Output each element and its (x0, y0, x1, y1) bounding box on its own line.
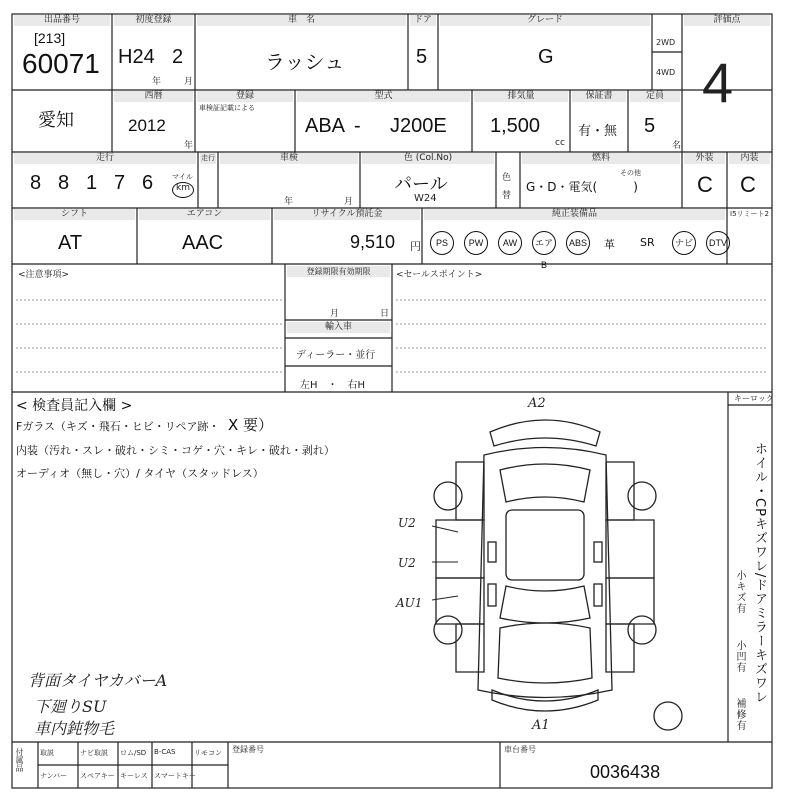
exterior-header: 外装 (684, 153, 725, 164)
reg-month-label: 月 (330, 309, 340, 319)
mileage-digit: 1 (86, 172, 98, 194)
mileage-digit: 7 (114, 172, 126, 194)
seats: 5 (644, 115, 656, 137)
recycle: 9,510 (350, 232, 396, 252)
inspection-year-unit: 年 (284, 197, 294, 207)
month-unit: 月 (184, 77, 194, 87)
sales-point-header: <セールスポイント> (396, 270, 483, 280)
ac-header: エアコン (139, 209, 270, 220)
seats-header: 定員 (630, 91, 680, 102)
equipment-header: 純正装備品 (424, 209, 725, 220)
footer-accessory-bottom: スペアキー (80, 772, 115, 780)
side-text-2: 小キズ有 (734, 570, 745, 614)
cc-unit: cc (555, 138, 565, 148)
keylock-header: キーロック (734, 394, 774, 403)
inspection-month-unit: 月 (344, 197, 354, 207)
color-change-1: 色 (502, 173, 512, 183)
handle-value: 左H ・ 右H (300, 380, 366, 391)
footer-side-label: 付属品 (15, 748, 24, 772)
color: パール (394, 174, 448, 195)
seats-unit: 名 (672, 141, 682, 151)
reg-header: 登録 (197, 91, 293, 102)
yen-unit: 円 (410, 240, 421, 253)
shift-header: シフト (14, 209, 135, 220)
western-year-header: 西暦 (114, 91, 193, 102)
doors-header: ドア (410, 15, 436, 26)
inspector-header: < 検査員記入欄 > (16, 398, 133, 414)
equipment-item: PW (464, 231, 488, 255)
inspector-line1-mark: X 要） (228, 416, 274, 434)
mark-au1: AU1 (396, 596, 423, 610)
equipment-item: PS (430, 231, 454, 255)
grade: G (538, 46, 554, 68)
era: H24 (118, 46, 155, 68)
fuel-header: 燃料 (522, 153, 680, 164)
import-header: 輸入車 (287, 322, 390, 333)
western-year-unit: 年 (184, 141, 194, 151)
equipment-item: エアB (532, 231, 556, 255)
side-text-3: 小凹有 (734, 640, 745, 673)
hand-note-2: 下廻りSU (34, 697, 107, 716)
footer-accessory-top: 取説 (40, 749, 54, 757)
mark-u2-lower: U2 (398, 556, 416, 570)
equipment-item: ナビ (672, 231, 696, 255)
model-code: J200E (390, 115, 447, 137)
lot-code: [213] (34, 30, 66, 46)
unit-mile: マイル (172, 173, 193, 181)
side-text-1: ホイル・CPキズワレ/ドアミラーキズワレ (752, 442, 767, 705)
mark-u2-upper: U2 (398, 516, 416, 530)
mileage-digit: 8 (30, 172, 42, 194)
chassis-number: 0036438 (590, 762, 661, 782)
lot-number: 60071 (22, 48, 100, 79)
side-text-4: 補修有 (734, 698, 745, 731)
car-name-header: 車 名 (197, 15, 406, 26)
shift: AT (58, 232, 83, 254)
reg-number-header: 登録番号 (232, 745, 264, 754)
footer-accessory-bottom: スマートキー (154, 772, 196, 780)
equipment-item: AW (498, 231, 522, 255)
fuel-other: その他 (620, 169, 641, 177)
mileage-digit: 6 (142, 172, 154, 194)
reg-month: 2 (172, 46, 184, 68)
color-change-2: 替 (502, 191, 512, 201)
hand-note-3: 車内鈍物毛 (34, 719, 115, 738)
ac: AAC (182, 232, 224, 254)
model-dash: - (354, 115, 361, 137)
footer-accessory-top: ロム/SD (120, 749, 147, 757)
reg-day-label: 日 (380, 309, 390, 319)
displacement: 1,500 (490, 115, 541, 137)
color-header: 色 (Col.No) (362, 153, 494, 164)
grade-header: グレード (440, 15, 650, 26)
warranty: 有・無 (578, 124, 618, 139)
recycle-header: リサイクル預託金 (274, 209, 420, 220)
exterior: C (697, 172, 713, 197)
car-diagram (434, 420, 682, 730)
year-unit: 年 (152, 77, 162, 87)
footer-accessory-top: ナビ取説 (80, 749, 108, 757)
model-prefix: ABA (305, 115, 346, 137)
chassis-header: 車台番号 (504, 745, 536, 754)
mileage-header: 走行 (14, 153, 196, 164)
inspector-line2: 内装（汚れ・スレ・破れ・シミ・コゲ・穴・キレ・破れ・剥れ） (16, 444, 335, 457)
region: 愛知 (38, 110, 74, 131)
warranty-header: 保証書 (572, 91, 626, 102)
displacement-header: 排気量 (474, 91, 568, 102)
western-year: 2012 (128, 116, 166, 135)
car-name: ラッシュ (265, 50, 345, 74)
limit-header: Ⅰ5リミート2 (730, 210, 769, 218)
lot-header: 出品番号 (14, 15, 110, 26)
model-header: 型式 (297, 91, 470, 102)
doors: 5 (416, 46, 428, 68)
reg-note: 車検証記載による (199, 104, 255, 112)
inspector-line3: オーディオ（無し・穴）/ タイヤ（スタッドレス） (16, 467, 264, 480)
footer-accessory-top: リモコン (194, 749, 222, 757)
fuel: G・D・電気( ) (526, 180, 638, 194)
score: 4 (702, 51, 734, 114)
interior-header: 内装 (729, 153, 770, 164)
equipment-item: SR (640, 236, 655, 249)
footer-accessory-top: B-CAS (154, 748, 176, 756)
first-reg-header: 初度登録 (114, 15, 193, 26)
interior: C (740, 172, 756, 197)
mark-a1: A1 (532, 718, 550, 733)
equipment-item: ABS (566, 231, 590, 255)
import-value: ディーラー・並行 (296, 350, 376, 361)
hand-note-1: 背面タイヤカバーA (28, 671, 168, 690)
inspector-line1: Fガラス（キズ・飛石・ヒビ・リペア跡・ (16, 420, 220, 433)
equipment-item: 革 (604, 238, 615, 251)
mileage-note-header: 走行 (201, 154, 215, 162)
caution-header: <注意事項> (18, 270, 70, 280)
mileage-digit: 8 (58, 172, 70, 194)
equipment-item: DTV (706, 231, 730, 255)
drive-2wd: 2WD (656, 38, 676, 47)
reg-date-header: 登録期限有効期限 (287, 266, 390, 277)
unit-km: km (176, 183, 190, 193)
footer-accessory-bottom: キーレス (120, 772, 148, 780)
footer-accessory-bottom: ナンバー (40, 772, 68, 780)
color-code: W24 (414, 193, 437, 204)
mark-a2: A2 (528, 396, 546, 411)
inspection-header: 車検 (220, 153, 358, 164)
score-header: 評価点 (684, 15, 770, 26)
drive-4wd: 4WD (656, 68, 676, 77)
